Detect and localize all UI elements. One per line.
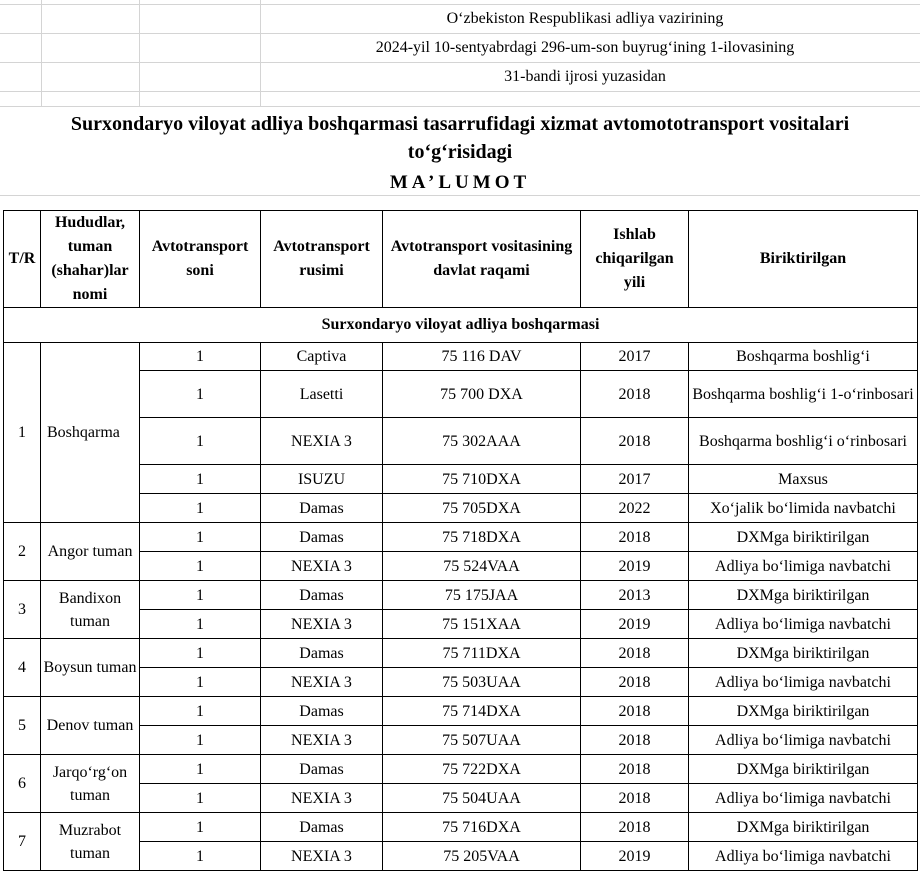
cell-raqam: 75 700 DXA <box>383 371 581 418</box>
cell-raqam: 75 716DXA <box>383 813 581 842</box>
cell-yil: 2019 <box>581 552 689 581</box>
cell-raqam: 75 503UAA <box>383 668 581 697</box>
cell-soni: 1 <box>140 523 261 552</box>
document-title: Surxondaryo viloyat adliya boshqarmasi tasarrufidagi xizmat avtomototransport vositalari <box>70 113 850 135</box>
cell-yil: 2017 <box>581 343 689 371</box>
cell-biriktirilgan: Boshqarma boshlig‘i 1-o‘rinbosari <box>689 371 918 418</box>
table-row <box>4 465 918 494</box>
cell-biriktirilgan: Maxsus <box>689 465 918 494</box>
header-line-2: 2024-yil 10-sentyabrdagi 296-um-son buyrug‘ining 1-ilovasining <box>375 39 795 56</box>
cell-biriktirilgan: DXMga biriktirilgan <box>689 755 918 784</box>
cell-biriktirilgan: Boshqarma boshlig‘i <box>689 343 918 371</box>
cell-biriktirilgan: Adliya bo‘limiga navbatchi <box>689 668 918 697</box>
cell-soni: 1 <box>140 581 261 610</box>
cell-soni: 1 <box>140 610 261 639</box>
cell-raqam: 75 504UAA <box>383 784 581 813</box>
cell-biriktirilgan: Adliya bo‘limiga navbatchi <box>689 842 918 871</box>
table-row <box>4 343 918 371</box>
cell-raqam: 75 524VAA <box>383 552 581 581</box>
cell-rusimi: NEXIA 3 <box>261 842 383 871</box>
cell-rusimi: NEXIA 3 <box>261 418 383 465</box>
table-row <box>4 697 918 726</box>
cell-biriktirilgan: Adliya bo‘limiga navbatchi <box>689 552 918 581</box>
table-row <box>4 418 918 465</box>
cell-yil: 2018 <box>581 755 689 784</box>
region-name: Denov tuman <box>41 697 140 755</box>
cell-raqam: 75 205VAA <box>383 842 581 871</box>
cell-soni: 1 <box>140 494 261 523</box>
cell-yil: 2019 <box>581 610 689 639</box>
cell-soni: 1 <box>140 668 261 697</box>
cell-biriktirilgan: Adliya bo‘limiga navbatchi <box>689 610 918 639</box>
table-row <box>4 668 918 697</box>
col-header-biriktirilgan: Biriktirilgan <box>689 211 918 308</box>
cell-raqam: 75 710DXA <box>383 465 581 494</box>
cell-biriktirilgan: Adliya bo‘limiga navbatchi <box>689 726 918 755</box>
cell-rusimi: Damas <box>261 581 383 610</box>
cell-yil: 2018 <box>581 371 689 418</box>
cell-rusimi: Damas <box>261 755 383 784</box>
cell-rusimi: Damas <box>261 494 383 523</box>
cell-rusimi: Damas <box>261 697 383 726</box>
region-name: Angor tuman <box>41 523 140 581</box>
row-number: 4 <box>4 639 41 697</box>
row-number: 6 <box>4 755 41 813</box>
cell-soni: 1 <box>140 465 261 494</box>
cell-soni: 1 <box>140 552 261 581</box>
cell-raqam: 75 711DXA <box>383 639 581 668</box>
table-row <box>4 371 918 418</box>
row-number: 1 <box>4 343 41 523</box>
row-number: 3 <box>4 581 41 639</box>
cell-raqam: 75 507UAA <box>383 726 581 755</box>
cell-raqam: 75 705DXA <box>383 494 581 523</box>
col-header-soni: Avtotransport soni <box>140 211 261 308</box>
cell-rusimi: NEXIA 3 <box>261 552 383 581</box>
region-name: Jarqo‘rg‘on tuman <box>41 755 140 813</box>
region-name: Bandixon tuman <box>41 581 140 639</box>
document-title-2: to‘g‘risidagi <box>407 141 513 163</box>
cell-raqam: 75 722DXA <box>383 755 581 784</box>
cell-raqam: 75 714DXA <box>383 697 581 726</box>
cell-biriktirilgan: Boshqarma boshlig‘i o‘rinbosari <box>689 418 918 465</box>
header-line-1: O‘zbekiston Respublikasi adliya vazirining <box>446 10 724 27</box>
cell-yil: 2022 <box>581 494 689 523</box>
cell-biriktirilgan: Adliya bo‘limiga navbatchi <box>689 784 918 813</box>
vehicles-table <box>3 210 918 871</box>
region-name: Boshqarma <box>41 343 140 523</box>
cell-soni: 1 <box>140 371 261 418</box>
col-header-raqam: Avtotransport vositasining davlat raqami <box>383 211 581 308</box>
cell-yil: 2018 <box>581 639 689 668</box>
col-header-tr: T/R <box>4 211 41 308</box>
cell-rusimi: Lasetti <box>261 371 383 418</box>
cell-biriktirilgan: DXMga biriktirilgan <box>689 639 918 668</box>
region-name: Muzrabot tuman <box>41 813 140 871</box>
cell-rusimi: Captiva <box>261 343 383 371</box>
cell-rusimi: ISUZU <box>261 465 383 494</box>
cell-rusimi: NEXIA 3 <box>261 784 383 813</box>
col-header-yil: Ishlab chiqarilgan yili <box>581 211 689 308</box>
cell-soni: 1 <box>140 784 261 813</box>
cell-biriktirilgan: Xo‘jalik bo‘limida navbatchi <box>689 494 918 523</box>
cell-yil: 2018 <box>581 697 689 726</box>
cell-biriktirilgan: DXMga biriktirilgan <box>689 581 918 610</box>
col-header-rusimi: Avtotransport rusimi <box>261 211 383 308</box>
cell-soni: 1 <box>140 842 261 871</box>
cell-soni: 1 <box>140 418 261 465</box>
table-row <box>4 784 918 813</box>
cell-raqam: 75 718DXA <box>383 523 581 552</box>
cell-raqam: 75 175JAA <box>383 581 581 610</box>
cell-yil: 2018 <box>581 784 689 813</box>
row-number: 7 <box>4 813 41 871</box>
cell-raqam: 75 151XAA <box>383 610 581 639</box>
table-row <box>4 726 918 755</box>
section-title: Surxondaryo viloyat adliya boshqarmasi <box>4 308 918 343</box>
cell-yil: 2018 <box>581 418 689 465</box>
cell-biriktirilgan: DXMga biriktirilgan <box>689 697 918 726</box>
table-row <box>4 494 918 523</box>
cell-rusimi: NEXIA 3 <box>261 726 383 755</box>
cell-yil: 2019 <box>581 842 689 871</box>
cell-rusimi: Damas <box>261 813 383 842</box>
cell-yil: 2018 <box>581 523 689 552</box>
cell-biriktirilgan: DXMga biriktirilgan <box>689 523 918 552</box>
cell-raqam: 75 116 DAV <box>383 343 581 371</box>
table-row <box>4 523 918 552</box>
cell-yil: 2018 <box>581 813 689 842</box>
table-header-row <box>4 211 918 308</box>
cell-rusimi: Damas <box>261 639 383 668</box>
cell-soni: 1 <box>140 639 261 668</box>
cell-yil: 2017 <box>581 465 689 494</box>
cell-yil: 2018 <box>581 668 689 697</box>
cell-rusimi: NEXIA 3 <box>261 610 383 639</box>
cell-soni: 1 <box>140 755 261 784</box>
cell-soni: 1 <box>140 697 261 726</box>
cell-yil: 2013 <box>581 581 689 610</box>
table-row <box>4 813 918 842</box>
table-row <box>4 755 918 784</box>
table-row <box>4 581 918 610</box>
cell-raqam: 75 302AAA <box>383 418 581 465</box>
cell-soni: 1 <box>140 343 261 371</box>
row-number: 5 <box>4 697 41 755</box>
table-row <box>4 552 918 581</box>
section-row <box>4 308 918 343</box>
malumot-heading: MA’LUMOT <box>389 172 531 193</box>
cell-soni: 1 <box>140 726 261 755</box>
cell-rusimi: NEXIA 3 <box>261 668 383 697</box>
cell-rusimi: Damas <box>261 523 383 552</box>
table-row <box>4 842 918 871</box>
row-number: 2 <box>4 523 41 581</box>
table-row <box>4 610 918 639</box>
header-line-3: 31-bandi ijrosi yuzasidan <box>504 68 666 85</box>
cell-yil: 2018 <box>581 726 689 755</box>
cell-biriktirilgan: DXMga biriktirilgan <box>689 813 918 842</box>
cell-soni: 1 <box>140 813 261 842</box>
table-row <box>4 639 918 668</box>
region-name: Boysun tuman <box>41 639 140 697</box>
col-header-hudud: Hududlar, tuman (shahar)lar nomi <box>41 211 140 308</box>
